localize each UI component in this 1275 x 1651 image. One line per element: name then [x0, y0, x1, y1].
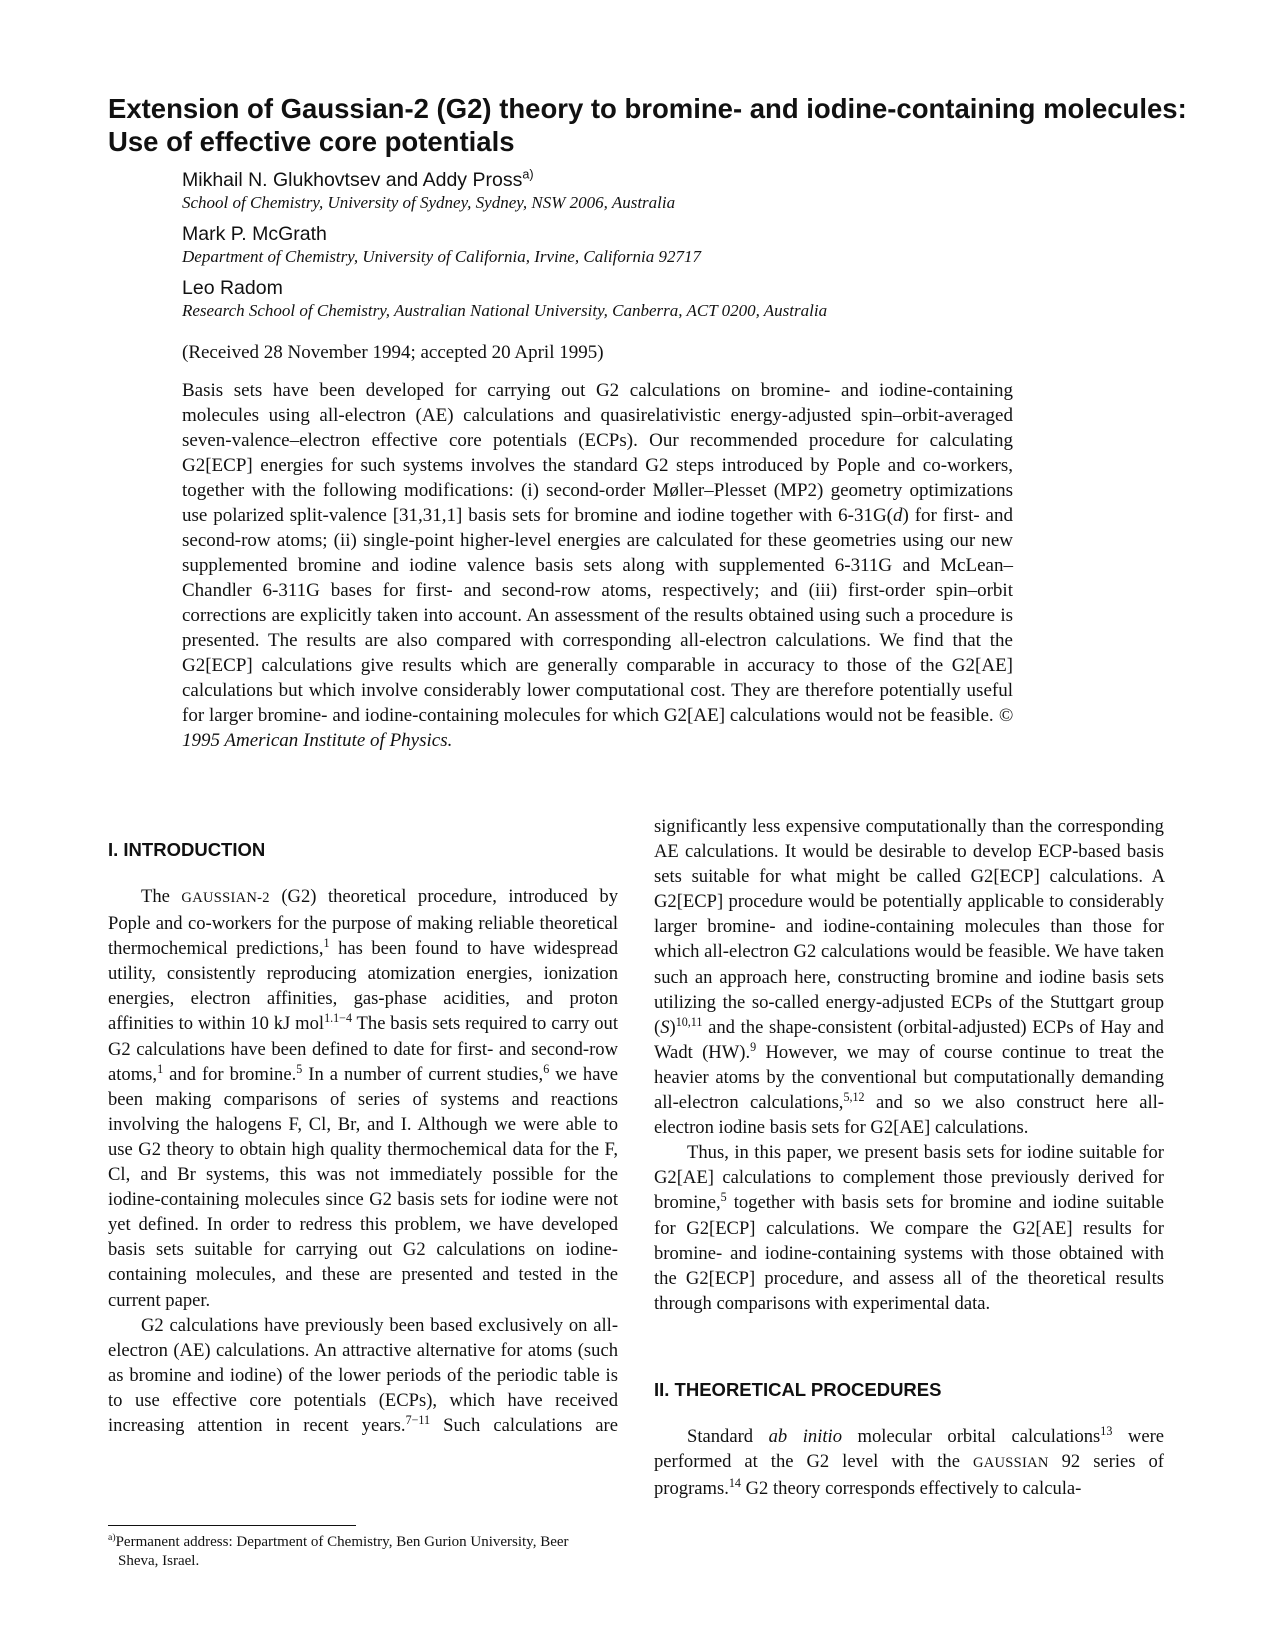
text-run	[745, 992, 752, 1013]
text-run: the	[468, 1364, 491, 1386]
text-run: iodine-containing	[823, 916, 955, 938]
text-run: lower	[338, 1364, 381, 1386]
text-run: molecules	[964, 916, 1040, 938]
text-run: core	[249, 1389, 282, 1411]
text-run	[263, 1415, 276, 1436]
text-run: of	[998, 991, 1015, 1013]
text-run	[582, 1415, 595, 1436]
text-run: Thus, in this paper, we present basis sets for iodine suitable for G2[AE] calculations to complement those previously derived for bromine,	[654, 1142, 1164, 1214]
text-run: what	[790, 866, 827, 888]
text-run	[1032, 967, 1039, 988]
text-run: molecular orbital calculations	[842, 1425, 1101, 1447]
text-run: of	[1079, 1016, 1095, 1038]
text-run: been	[389, 1314, 425, 1336]
text-run: expensive	[785, 816, 861, 837]
abstract-text-2: ) for first- and second-row atoms; (ii) single-point higher-level energies are calculated for these geometries using our new supplemented bromine and iodine valence basis sets along with supplemented 6-311G and McLean–Chandler 6-311G bases for first- and second-row atoms, respectively; and (iii) first-order spin–orbit corrections are explicitly taken into account. An assessment of the results obtained using such a procedure is presented. The results are also compared with corresponding all-electron calculations. We find that the G2[ECP] calculations give results which are generally comparable in accuracy to those of the G2[AE] calculations but which involve considerably lower computational cost. They are therefore potentially useful for larger bromine- and iodine-containing molecules for which G2[AE] calculations would not be feasible.	[182, 505, 1013, 726]
text-run: on	[568, 1314, 588, 1336]
text-run: (HW).	[702, 1041, 751, 1063]
text-run	[781, 866, 791, 887]
text-run: An	[313, 1339, 337, 1361]
text-run	[1014, 992, 1021, 1013]
text-run: as	[108, 1364, 124, 1386]
text-run: considerably	[1068, 891, 1164, 913]
text-run: calculations	[821, 941, 910, 963]
text-run: basis	[1092, 966, 1130, 988]
text-run: (AE)	[173, 1339, 211, 1361]
text-run: bromine-	[707, 916, 776, 938]
citation: 5	[296, 1061, 303, 1076]
text-run	[1085, 1092, 1096, 1113]
text-run: 7−11	[405, 1412, 431, 1427]
text-run: than	[1050, 916, 1083, 938]
text-run: an	[694, 966, 713, 988]
citation: 13	[1100, 1423, 1113, 1438]
text-run	[437, 1390, 449, 1411]
text-run: calculations.	[1049, 866, 1143, 888]
text-run: would	[808, 891, 855, 913]
text-run: atoms	[715, 1066, 760, 1088]
citation: 5	[720, 1190, 727, 1205]
text-run: 5,12	[843, 1089, 865, 1104]
text-run: we have been making comparisons of series of systems and reactions involving the halogens F, Cl, Br, and I. Although we were able to use G2 theory to obtain high quality thermochemical data for the F, Cl, and Br systems, this was not immediately possible for the iodine-containing molecules since G2 basis sets for iodine were not yet defined. In order to redress this problem, we have developed basis sets suitable for carrying out G2 calculations on iodine-containing molecules, and these are presented and tested in the current paper.	[108, 1063, 618, 1311]
text-run: AE	[654, 841, 679, 863]
text-run	[1090, 1042, 1099, 1063]
text-run	[693, 1042, 702, 1063]
text-run: A	[1151, 866, 1165, 888]
text-run: of	[446, 1364, 463, 1386]
text-run	[1066, 1042, 1075, 1063]
text-run: be	[859, 891, 878, 913]
text-run: increasing	[108, 1414, 185, 1436]
text-run: calculations.	[216, 1339, 310, 1361]
text-run: which	[654, 941, 700, 963]
text-run: approach	[719, 966, 788, 988]
text-run: have	[507, 1389, 543, 1411]
text-run: have	[264, 1314, 300, 1336]
text-run	[1040, 916, 1050, 937]
text-run	[827, 866, 837, 887]
text-run	[160, 1390, 172, 1411]
section-heading-introduction: I. INTRODUCTION	[108, 839, 266, 860]
text-run: calculations.	[934, 1117, 1029, 1139]
text-run	[1132, 1042, 1141, 1063]
text-run: iodine	[718, 1117, 766, 1139]
text-run: and	[1137, 1016, 1164, 1038]
text-run: iodine	[1038, 966, 1086, 988]
text-run: based	[430, 1314, 473, 1336]
footnote-rule	[108, 1525, 356, 1526]
text-run: and	[708, 1016, 735, 1038]
text-run: is	[605, 1364, 618, 1386]
section-heading-theoretical-procedures: II. THEORETICAL PROCEDURES	[654, 1378, 942, 1400]
text-run: construct	[1016, 1092, 1085, 1114]
text-run: so	[914, 1092, 931, 1114]
theory-paragraph-1	[654, 1424, 1164, 1501]
text-run: alternative	[416, 1339, 496, 1361]
text-run: attention	[197, 1414, 263, 1436]
text-run: (ECPs),	[378, 1389, 438, 1411]
intro-paragraph-2-continued	[654, 814, 1164, 1140]
text-run	[907, 866, 917, 887]
text-run	[349, 1415, 362, 1436]
text-run	[495, 1390, 507, 1411]
text-run: have	[1083, 941, 1120, 963]
text-run	[776, 916, 786, 937]
text-run: and	[1005, 966, 1032, 988]
text-run	[281, 1390, 293, 1411]
text-run: (such	[577, 1339, 618, 1361]
text-run: for	[759, 866, 781, 888]
text-run	[993, 1042, 1002, 1063]
text-run: calculations,	[750, 1092, 844, 1114]
text-run	[122, 1390, 134, 1411]
text-run: energy-adjusted	[825, 991, 945, 1013]
citation: 1.1−4	[324, 1011, 353, 1026]
text-run: to	[1075, 1041, 1090, 1063]
author-line-2: Mark P. McGrath	[182, 223, 327, 245]
text-run: less	[752, 816, 781, 837]
text-run: G2[ECP]	[970, 866, 1040, 888]
text-run	[1082, 916, 1092, 937]
text-run	[865, 1092, 876, 1113]
text-run	[910, 1042, 919, 1063]
received-date: (Received 28 November 1994; accepted 20 April 1995)	[182, 342, 604, 363]
left-column	[108, 838, 618, 1438]
text-run: basis	[769, 1117, 807, 1139]
text-run: computationally	[953, 1066, 1075, 1088]
text-run	[1143, 866, 1152, 887]
text-run: be	[965, 941, 984, 963]
text-run	[869, 1042, 878, 1063]
text-run	[819, 992, 826, 1013]
text-run: Such	[443, 1414, 481, 1436]
text-run: for	[844, 1117, 866, 1139]
text-run: suitable	[691, 866, 750, 888]
text-run	[961, 866, 971, 887]
program-name: GAUSSIAN	[972, 1454, 1049, 1471]
text-run: (	[654, 1016, 661, 1038]
text-run: heavier	[654, 1066, 709, 1088]
text-run: use	[134, 1389, 160, 1411]
text-run: demanding	[1081, 1066, 1164, 1088]
text-run: here,	[794, 966, 831, 988]
text-run: which	[449, 1389, 495, 1411]
text-run	[716, 992, 723, 1013]
abstract-text-1: Basis sets have been developed for carrying out G2 calculations on bromine- and iodine-containing molecules using all-electron (AE) calculations and quasirelativistic energy-adjusted spin–orbit-averaged seven-valence–electron effective core potentials (ECPs). Our recommended procedure for calculating G2[ECP] energies for such systems involves the standard G2 steps introduced by Pople and co-workers, together with the following modifications: (i) second-order Møller–Plesset (MP2) geometry optimizations use polarized split-valence [31,31,1] basis sets for bromine and iodine together with 6-31G(	[182, 380, 1013, 526]
text-run: of	[288, 1364, 304, 1386]
text-run	[480, 1415, 493, 1436]
text-run: 92 series of programs.	[654, 1450, 1164, 1500]
text-run: all-electron	[654, 1092, 1164, 1139]
text-run	[814, 1067, 821, 1088]
text-run	[1128, 1092, 1139, 1113]
text-run: sets	[654, 866, 682, 888]
text-run: effective	[172, 1389, 237, 1411]
text-run: The basis sets required to carry out G2 calculations have been defined to date for first- and second-row atoms,	[108, 1013, 618, 1085]
text-run: periods	[386, 1364, 442, 1386]
text-run: are	[595, 1414, 618, 1436]
text-run	[838, 1042, 847, 1063]
footnote-mark: a)	[108, 1532, 116, 1543]
text-run: iodine)	[229, 1364, 283, 1386]
text-run	[688, 967, 695, 988]
text-run: be	[855, 841, 873, 863]
text-run: the	[309, 1364, 333, 1386]
text-run: sets	[811, 1117, 840, 1139]
text-run: utilizing	[654, 991, 716, 1013]
text-run: procedure	[728, 891, 803, 913]
text-run: (G2) theoretical procedure, introduced by Pople and co-workers for the purpose of making reliable theoretical thermochemical predictions,	[108, 886, 618, 960]
text-run: recent	[303, 1414, 349, 1436]
text-run	[682, 866, 692, 887]
text-run: the	[791, 1066, 815, 1088]
text-run: for	[500, 1339, 523, 1361]
text-run	[813, 916, 823, 937]
text-run: Hay	[1100, 1016, 1132, 1038]
text-run	[1043, 992, 1050, 1013]
text-run: and	[785, 916, 813, 938]
text-run: However,	[765, 1041, 838, 1063]
text-run	[1132, 916, 1142, 937]
text-run: to	[952, 841, 967, 863]
text-run: we	[942, 1092, 964, 1114]
text-run: bromine	[129, 1364, 192, 1386]
text-run: the	[1141, 1041, 1165, 1063]
italic-ab-initio: ab initio	[768, 1425, 843, 1447]
text-run: course	[943, 1041, 993, 1063]
text-run: to	[1049, 891, 1064, 913]
affiliation-2: Department of Chemistry, University of California, Irvine, California 92717	[182, 247, 701, 266]
text-run: The	[141, 886, 182, 907]
text-run: taken	[1123, 941, 1164, 963]
text-run: desirable	[878, 841, 946, 863]
text-run: but	[923, 1066, 948, 1088]
text-run: might	[836, 866, 880, 888]
program-name: GAUSSIAN-2	[181, 890, 270, 906]
text-run: applicable	[967, 891, 1044, 913]
text-run: so-called	[751, 991, 820, 1013]
text-run	[831, 967, 838, 988]
text-run	[903, 1092, 914, 1113]
text-run: and	[197, 1364, 224, 1386]
text-run: Stuttgart	[1049, 991, 1115, 1013]
citation: 1	[157, 1061, 164, 1076]
text-run: conventional	[820, 1066, 917, 1088]
text-run	[964, 1092, 975, 1113]
text-run: develop	[972, 841, 1032, 863]
affiliation-3: Research School of Chemistry, Australian National University, Canberra, ACT 0200, Australia	[182, 301, 828, 320]
text-run: (orbital-adjusted)	[897, 1016, 1027, 1038]
text-run: G2	[141, 1314, 164, 1336]
text-run: the	[1029, 816, 1053, 837]
text-run: corresponding	[1057, 816, 1164, 837]
text-run	[237, 1390, 249, 1411]
intro-paragraph-3	[654, 1140, 1164, 1316]
text-run	[1005, 1092, 1016, 1113]
text-run	[697, 916, 707, 937]
text-run	[366, 1390, 378, 1411]
text-run: )	[669, 1016, 676, 1038]
author-names: Mikhail N. Glukhovtsev and Addy Pross	[182, 169, 523, 191]
text-run: attractive	[342, 1339, 412, 1361]
text-run: continue	[1001, 1041, 1066, 1063]
text-run: Wadt	[654, 1041, 693, 1063]
affiliation-1: School of Chemistry, University of Sydney, Sydney, NSW 2006, Australia	[182, 193, 676, 212]
footnote	[108, 1533, 623, 1571]
text-run: may	[877, 1041, 910, 1063]
text-run: ECPs	[1032, 1016, 1074, 1038]
text-run	[947, 1067, 954, 1088]
text-run: exclusively	[478, 1314, 564, 1336]
text-run: In a number of current studies,	[302, 1063, 544, 1085]
text-run: periodic	[496, 1364, 558, 1386]
text-run: would	[914, 941, 962, 963]
text-run: calculations	[493, 1414, 583, 1436]
text-run: sets	[1136, 966, 1164, 988]
text-run: computationally	[865, 816, 987, 837]
text-run: feasible.	[988, 941, 1051, 963]
text-run: all-electron	[704, 941, 789, 963]
text-run	[785, 1067, 792, 1088]
text-run	[944, 992, 951, 1013]
text-run: S	[660, 1016, 670, 1038]
text-run: we	[846, 1041, 869, 1063]
author-footnote-mark: a)	[522, 167, 534, 182]
text-run	[543, 1390, 555, 1411]
text-run: for	[1142, 916, 1164, 938]
text-run: has been found to have widespread utility, consistently reproducing atomization energies, ionization energies, electron affinities, gas-phase acidities, and proton affinities to within 10 kJ mol	[108, 938, 619, 1035]
text-run: G2 theory corresponds effectively to calcula-	[740, 1478, 1082, 1500]
text-run: called	[916, 866, 961, 888]
text-run: calculations	[169, 1314, 259, 1336]
footnote-text-continued: Sheva, Israel.	[118, 1553, 200, 1569]
paper-title: Extension of Gaussian-2 (G2) theory to bromine- and iodine-containing molecules: Use of effective core potentials	[108, 93, 1187, 157]
text-run	[290, 1415, 303, 1436]
text-run: such	[654, 966, 689, 988]
text-run: years.	[361, 1414, 406, 1436]
text-run	[954, 916, 964, 937]
text-run: be	[889, 866, 907, 888]
author-line-1	[182, 168, 534, 192]
text-run: of	[919, 1041, 935, 1063]
text-run	[1114, 992, 1121, 1013]
abstract	[182, 378, 1013, 753]
text-run: bromine	[936, 966, 999, 988]
text-run: all-electron	[108, 1314, 619, 1361]
text-run: in	[275, 1414, 291, 1436]
text-run: also	[975, 1092, 1006, 1114]
text-run: the	[740, 1016, 764, 1038]
text-run: shape-consistent	[768, 1016, 892, 1038]
text-run: treat	[1098, 1041, 1132, 1063]
text-run	[184, 1415, 197, 1436]
text-run: atoms	[527, 1339, 573, 1361]
text-run: ECPs	[950, 991, 992, 1013]
text-run: than	[991, 816, 1024, 837]
text-run	[935, 1042, 944, 1063]
text-run: and for bromine.	[163, 1063, 297, 1085]
text-run: potentially	[882, 891, 963, 913]
text-run: larger	[654, 916, 698, 938]
text-run	[749, 866, 759, 887]
text-run	[430, 1415, 443, 1436]
intro-paragraph-2	[108, 1313, 618, 1438]
text-run	[917, 1067, 924, 1088]
text-run: received	[555, 1389, 619, 1411]
text-run: significantly	[654, 816, 747, 837]
text-run: It	[784, 841, 797, 863]
text-run: ECP-based	[1037, 841, 1121, 863]
abstract-italic-d: d	[893, 505, 903, 526]
text-run: the	[722, 991, 746, 1013]
text-run: the	[1020, 991, 1044, 1013]
text-run: table	[563, 1364, 600, 1386]
text-run: all-electron	[654, 1092, 739, 1114]
text-run: were performed at the G2 level with the	[654, 1425, 1165, 1472]
text-run: those	[1092, 916, 1132, 938]
text-run: calculations.	[685, 841, 779, 863]
text-run: G2[ECP]	[654, 891, 724, 913]
text-run: to	[108, 1389, 123, 1411]
text-run: G2	[793, 941, 817, 963]
text-run: by	[766, 1066, 785, 1088]
text-run	[880, 866, 890, 887]
text-run: previously	[305, 1314, 384, 1336]
text-run: together with basis sets for bromine and iodine suitable for G2[ECP] calculations. We compare the G2[AE] results for bromine- and iodine-containing systems with those obtained with the G2[ECP] procedure, and assess all of the theoretical results through comparisons with experimental data.	[654, 1192, 1164, 1314]
intro-paragraph-1	[108, 884, 618, 1313]
text-run	[992, 992, 999, 1013]
text-run	[739, 1092, 750, 1113]
citation: 1	[323, 936, 330, 950]
citation: 14	[728, 1475, 741, 1490]
text-run: We	[1054, 941, 1080, 963]
text-run: Standard	[687, 1425, 769, 1447]
copyright: © 1995 American Institute of Physics.	[182, 705, 1013, 751]
text-run: would	[802, 841, 849, 863]
text-run: group	[1120, 991, 1164, 1013]
text-run: here	[1095, 1092, 1128, 1114]
text-run: and	[875, 1092, 903, 1114]
author-line-3: Leo Radom	[182, 277, 283, 299]
footnote-text: Permanent address: Department of Chemistry, Ben Gurion University, Beer	[115, 1534, 569, 1550]
text-run: potentials	[293, 1389, 367, 1411]
text-run: basis	[1126, 841, 1165, 863]
right-column	[654, 814, 1164, 1501]
text-run	[931, 1092, 942, 1113]
text-run: G2[AE]	[870, 1117, 931, 1139]
text-run: 10,11	[675, 1014, 703, 1029]
text-run: constructing	[837, 966, 930, 988]
citation: 6	[543, 1061, 550, 1076]
text-run: 9	[750, 1039, 757, 1054]
text-run	[1040, 866, 1050, 887]
